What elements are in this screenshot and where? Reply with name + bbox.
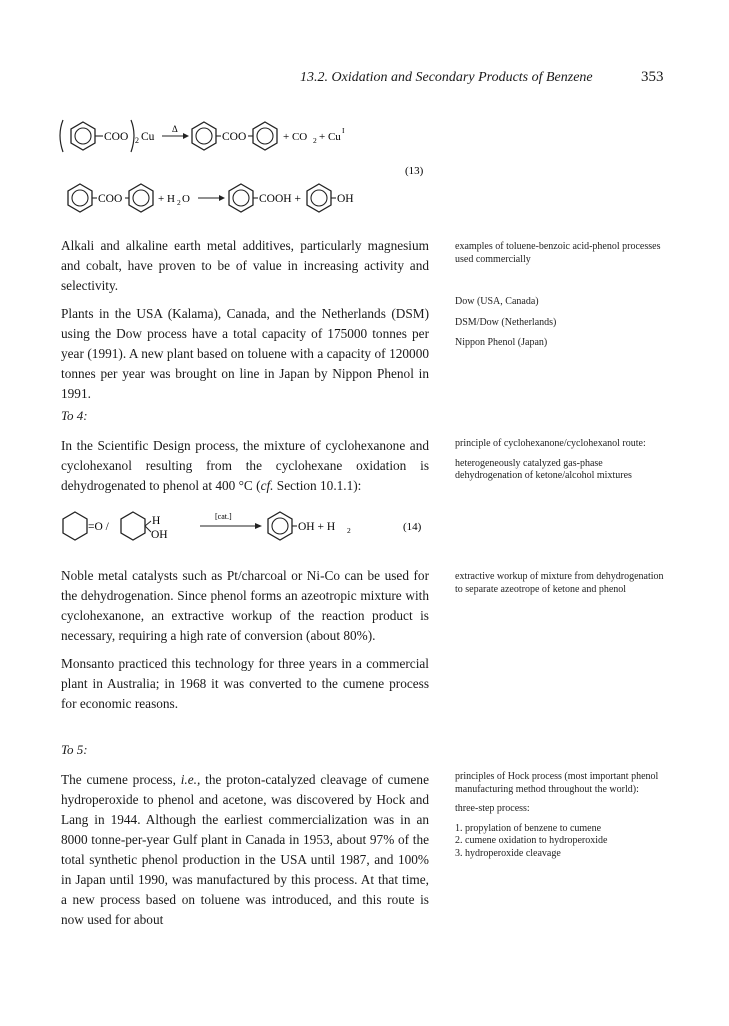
margin-note-hock: principles of Hock process (most important phenol manufacturing method throughout the world): xyxy=(455,771,659,795)
equation-14 xyxy=(55,502,435,550)
svg-text:2: 2 xyxy=(177,198,181,207)
margin-note-dehydrogenation: heterogeneously catalyzed gas-phase dehydrogenation of ketone/alcohol mixtures xyxy=(455,457,632,481)
svg-text:COO: COO xyxy=(98,193,123,205)
svg-text:COOH +: COOH + xyxy=(259,193,301,205)
page-number: 353 xyxy=(641,69,664,85)
paragraph-scientific-design: In the Scientific Design process, the mixture of cyclohexanone and cyclohexanol resulting from the cyclohexane oxidation is dehydrogenated to phenol at 400 °C (cf. Section 10.1.1): xyxy=(61,438,429,493)
benzene-ring-icon xyxy=(253,122,277,150)
subheading-to-5: To 5: xyxy=(61,742,88,757)
benzene-ring-icon xyxy=(129,184,153,212)
svg-text:[cat.]: [cat.] xyxy=(215,512,232,521)
svg-text:2: 2 xyxy=(347,526,351,535)
svg-text:+ Cu: + Cu xyxy=(319,131,341,143)
body-text-block-3 xyxy=(61,566,429,722)
body-text-block-1 xyxy=(61,236,429,412)
equation-13 xyxy=(55,100,455,220)
svg-text:OH: OH xyxy=(151,529,168,541)
cyclohexanol-ring-icon xyxy=(121,512,145,540)
body-text-block-2 xyxy=(61,436,429,504)
margin-note-plant: DSM/Dow (Netherlands) xyxy=(455,316,557,328)
reaction-arrow-icon xyxy=(255,523,262,529)
list-item: 3. hydroperoxide cleavage xyxy=(455,847,561,859)
running-header-title: 13.2. Oxidation and Secondary Products of Benzene xyxy=(300,70,593,85)
reaction-arrow-icon xyxy=(219,195,225,201)
paragraph-monsanto: Monsanto practiced this technology for three years in a commercial plant in Australia; in 1968 it was converted to the cumene process for economic reasons. xyxy=(61,656,429,711)
svg-text:H: H xyxy=(152,515,161,527)
margin-note-plant: Dow (USA, Canada) xyxy=(455,296,539,307)
margin-note-steps xyxy=(455,823,670,861)
svg-text:Cu: Cu xyxy=(141,131,155,143)
svg-text:COO: COO xyxy=(222,131,247,143)
svg-text:I: I xyxy=(342,126,345,135)
svg-text:+ H: + H xyxy=(158,193,175,205)
svg-text:O: O xyxy=(182,193,190,205)
benzene-ring-icon xyxy=(229,184,253,212)
margin-note-block-4 xyxy=(455,771,670,860)
svg-text:OH: OH xyxy=(337,193,354,205)
benzene-ring-icon xyxy=(307,184,331,212)
eq13-r1-group: COO xyxy=(104,131,129,143)
paragraph-cumene: The cumene process, i.e., the proton-catalyzed cleavage of cumene hydroperoxide to phenol and acetone, was discovered by Hock and Lang in 1944. Although the earliest commercialization was in an 8000 tonne-per-year Gulf plant in Canada in 1953, about 97% of the total synthetic phenol production in the USA until 1987, and 100% in Japan until 1990, was manufactured by this process. At that time, a new process based on toluene was introduced, and this route is now used for about xyxy=(61,772,429,927)
eq14-number: (14) xyxy=(403,521,422,533)
paragraph-plants: Plants in the USA (Kalama), Canada, and the Netherlands (DSM) using the Dow process have a total capacity of 175000 tonnes per year (1991). A new plant based on toluene with a capacity of 120000 tonnes per year was brought on line in Japan by Nippon Phenol in 1991. xyxy=(61,306,429,401)
body-text-block-4 xyxy=(61,770,429,938)
margin-note-examples: examples of toluene-benzoic acid-phenol processes used commercially xyxy=(455,241,661,265)
benzene-ring-icon xyxy=(268,512,292,540)
margin-note-extractive: extractive workup of mixture from dehydrogenation to separate azeotrope of ketone and phenol xyxy=(455,571,664,595)
reaction-arrow-icon xyxy=(183,133,189,139)
svg-text:2: 2 xyxy=(135,136,139,145)
benzene-ring-icon xyxy=(68,184,92,212)
list-item: 2. cumene oxidation to hydroperoxide xyxy=(455,835,608,846)
margin-note-block-2 xyxy=(455,438,670,490)
svg-text:OH + H: OH + H xyxy=(298,521,336,533)
paragraph-noble-metal: Noble metal catalysts such as Pt/charcoal or Ni-Co can be used for the dehydrogenation. Since phenol forms an azeotropic mixture with cyclohexanone, an extractive workup of the reaction product is necessary, requiring a high rate of conversion (about 80%). xyxy=(61,568,429,643)
cyclohexanone-ring-icon xyxy=(63,512,87,540)
svg-text:=O /: =O / xyxy=(88,521,109,533)
subheading-to-4: To 4: xyxy=(61,408,88,423)
list-item: 1. propylation of benzene to cumene xyxy=(455,822,602,834)
eq13-number: (13) xyxy=(405,165,424,177)
benzene-ring-icon xyxy=(192,122,216,150)
paragraph-additives: Alkali and alkaline earth metal additives, particularly magnesium and cobalt, have proven to be of value in increasing activity and selectivity. xyxy=(61,238,429,293)
margin-note-principle: principle of cyclohexanone/cyclohexanol route: xyxy=(455,438,646,449)
margin-note-three-step: three-step process: xyxy=(455,803,530,814)
margin-note-block-1 xyxy=(455,241,670,357)
margin-note-plant: Nippon Phenol (Japan) xyxy=(455,337,548,348)
svg-text:2: 2 xyxy=(313,136,317,145)
margin-note-block-3 xyxy=(455,571,670,603)
svg-text:Δ: Δ xyxy=(172,124,178,134)
svg-text:+ CO: + CO xyxy=(283,131,308,143)
benzene-ring-icon xyxy=(71,122,95,150)
